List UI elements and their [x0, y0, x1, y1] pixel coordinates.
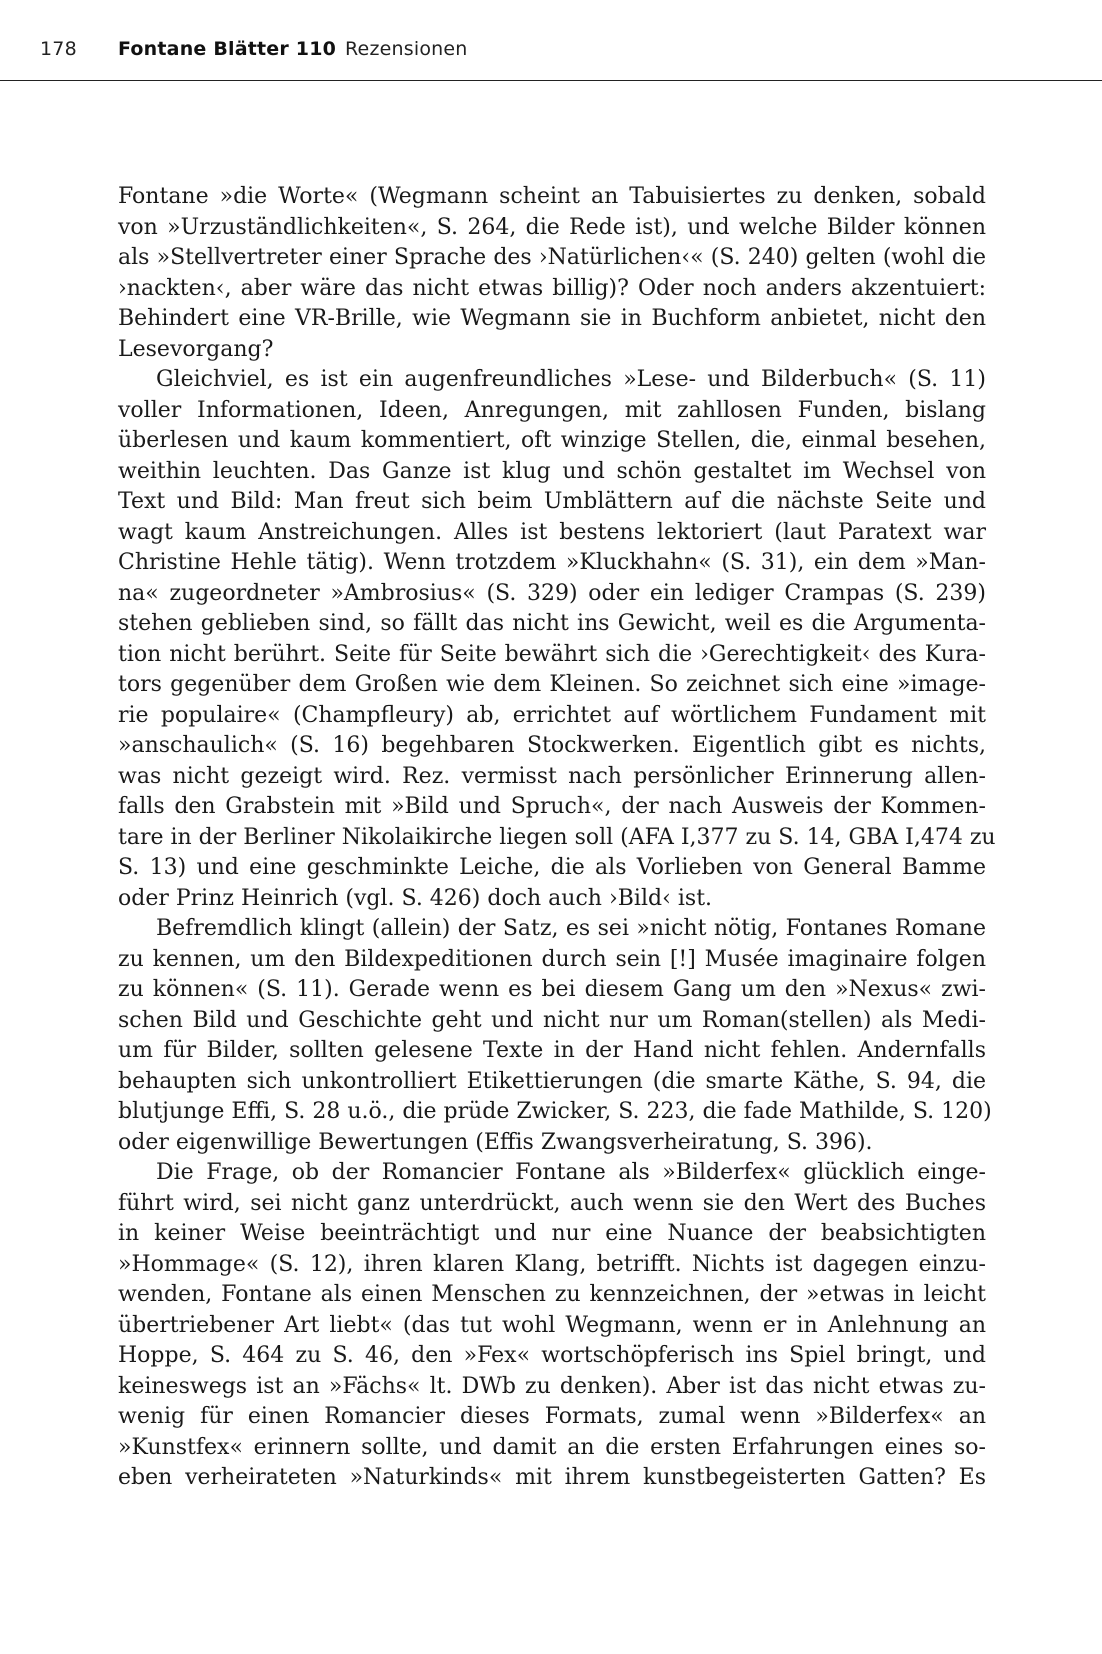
text-line: »anschaulich« (S. 16) begehbaren Stockwerken. Eigentlich gibt es nichts, — [118, 733, 986, 758]
paragraph — [118, 1158, 986, 1494]
text-line: blutjunge Effi, S. 28 u.ö., die prüde Zwicker, S. 223, die fade Mathilde, S. 120) — [118, 1099, 992, 1124]
paragraph — [118, 182, 986, 365]
paragraph — [118, 914, 992, 1158]
text-line: tare in der Berliner Nikolaikirche liegen soll (AFA I,377 zu S. 14, GBA I,474 zu — [118, 824, 996, 850]
text-line: behaupten sich unkontrolliert Etikettierungen (die smarte Käthe, S. 94, die — [118, 1068, 986, 1094]
text-line: in keiner Weise beeinträchtigt und nur eine Nuance der beabsichtigten — [118, 1221, 986, 1246]
text-line: führt wird, sei nicht ganz unterdrückt, auch wenn sie den Wert des Buches — [118, 1190, 986, 1216]
text-line: »Kunstfex« erinnern sollte, und damit an die ersten Erfahrungen eines so- — [118, 1434, 986, 1460]
text-line: Hoppe, S. 464 zu S. 46, den »Fex« wortschöpferisch ins Spiel bringt, und — [118, 1343, 986, 1368]
text-line: von »Urzuständlichkeiten«, S. 264, die Rede ist), und welche Bilder können — [118, 214, 986, 240]
text-line: tion nicht berührt. Seite für Seite bewährt sich die ›Gerechtigkeit‹ des Kura- — [118, 641, 986, 667]
text-line: übertriebener Art liebt« (das tut wohl Wegmann, wenn er in Anlehnung an — [118, 1312, 986, 1338]
text-line: oder eigenwillige Bewertungen (Effis Zwangsverheiratung, S. 396). — [118, 1129, 873, 1155]
section-title: Rezensionen — [345, 38, 468, 60]
text-line: Fontane »die Worte« (Wegmann scheint an Tabuisiertes zu denken, sobald — [118, 184, 986, 209]
text-line: Lesevorgang? — [118, 336, 274, 362]
text-line: na« zugeordneter »Ambrosius« (S. 329) oder ein lediger Crampas (S. 239) — [118, 580, 986, 606]
running-header — [0, 0, 1102, 81]
text-line: tors gegenüber dem Großen wie dem Kleinen. So zeichnet sich eine »image- — [118, 672, 986, 697]
text-line: was nicht gezeigt wird. Rez. vermisst nach persönlicher Erinnerung allen- — [118, 763, 986, 789]
text-line: Gleichviel, es ist ein augenfreundliches »Lese- und Bilderbuch« (S. 11) — [156, 367, 986, 392]
text-line: wenden, Fontane als einen Menschen zu kennzeichnen, der »etwas in leicht — [118, 1282, 986, 1307]
text-line: zu kennen, um den Bildexpeditionen durch sein [!] Musée imaginaire folgen — [118, 946, 986, 972]
text-line: rie populaire« (Champfleury) ab, errichtet auf wörtlichem Fundament mit — [118, 702, 986, 728]
text-line: voller Informationen, Ideen, Anregungen, mit zahllosen Funden, bislang — [118, 397, 986, 423]
text-line: ›nackten‹, aber wäre das nicht etwas billig)? Oder noch anders akzentuiert: — [118, 275, 986, 301]
text-line: eben verheirateten »Naturkinds« mit ihrem kunstbegeisterten Gatten? Es — [118, 1465, 986, 1490]
text-line: Die Frage, ob der Romancier Fontane als »Bilderfex« glücklich einge- — [156, 1160, 986, 1185]
text-line: falls den Grabstein mit »Bild und Spruch«, der nach Ausweis der Kommen- — [118, 794, 986, 819]
page-number: 178 — [40, 38, 77, 60]
text-line: überlesen und kaum kommentiert, oft winzige Stellen, die, einmal besehen, — [118, 428, 986, 453]
text-line: stehen geblieben sind, so fällt das nicht ins Gewicht, weil es die Argumenta- — [118, 611, 986, 636]
text-line: Christine Hehle tätig). Wenn trotzdem »Kluckhahn« (S. 31), ein dem »Man- — [118, 550, 986, 575]
text-line: weithin leuchten. Das Ganze ist klug und schön gestaltet im Wechsel von — [118, 458, 986, 484]
text-line: wagt kaum Anstreichungen. Alles ist bestens lektoriert (laut Paratext war — [118, 519, 986, 545]
text-line: um für Bilder, sollten gelesene Texte in der Hand nicht fehlen. Andernfalls — [118, 1038, 986, 1063]
text-line: als »Stellvertreter einer Sprache des ›Natürlichen‹« (S. 240) gelten (wohl die — [118, 245, 986, 270]
paragraph — [118, 365, 996, 914]
text-line: Text und Bild: Man freut sich beim Umblättern auf die nächste Seite und — [118, 489, 986, 514]
text-line: Befremdlich klingt (allein) der Satz, es sei »nicht nötig, Fontanes Romane — [156, 916, 986, 941]
review-body-text — [118, 182, 996, 1494]
text-line: wenig für einen Romancier dieses Formats, zumal wenn »Bilderfex« an — [118, 1404, 986, 1429]
text-line: Behindert eine VR-Brille, wie Wegmann sie in Buchform anbietet, nicht den — [118, 306, 986, 331]
text-line: zu können« (S. 11). Gerade wenn es bei diesem Gang um den »Nexus« zwi- — [118, 977, 986, 1002]
text-line: keineswegs ist an »Fächs« lt. DWb zu denken). Aber ist das nicht etwas zu- — [118, 1373, 986, 1399]
text-line: schen Bild und Geschichte geht und nicht nur um Roman(stellen) als Medi- — [118, 1007, 986, 1033]
text-line: oder Prinz Heinrich (vgl. S. 426) doch auch ›Bild‹ ist. — [118, 885, 713, 911]
journal-title: Fontane Blätter 110 — [118, 38, 337, 60]
text-line: »Hommage« (S. 12), ihren klaren Klang, betrifft. Nichts ist dagegen einzu- — [118, 1251, 986, 1277]
text-line: S. 13) und eine geschminkte Leiche, die als Vorlieben von General Bamme — [118, 855, 986, 880]
